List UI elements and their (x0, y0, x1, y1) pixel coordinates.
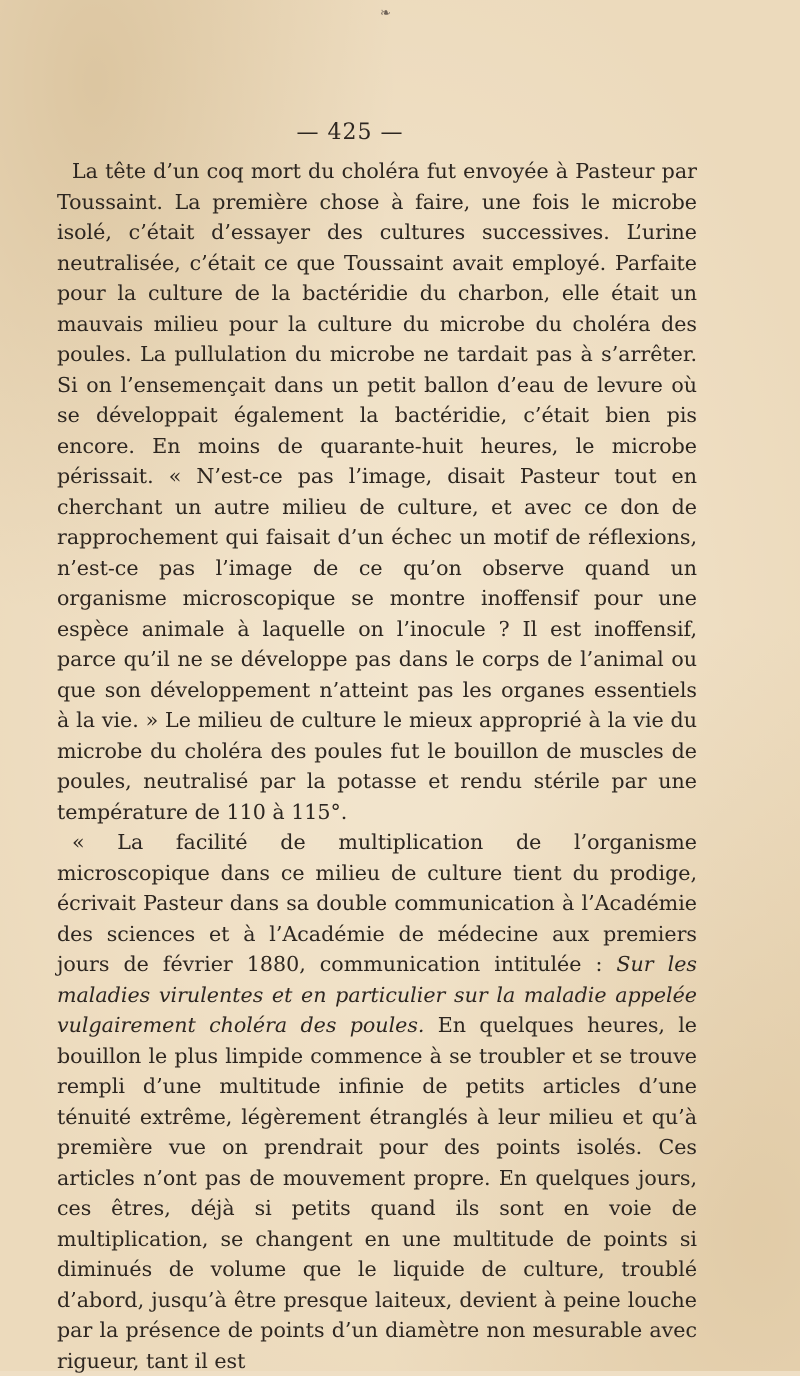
paragraph-2-lead: « La facilité de multiplication de l’organisme microscopique dans ce milieu de culture tient du prodige, écrivait Pasteur dans sa double communication à l’Académie des sciences et à l’Académie de médecine aux premiers jours de février 1880, communication intitulée : (57, 830, 697, 976)
page-number: — 425 — (296, 120, 404, 145)
paragraph-2 (57, 827, 697, 1376)
ornament-mark: ❧ (380, 6, 391, 21)
paragraph-1: La tête d’un coq mort du choléra fut envoyée à Pasteur par Toussaint. La première chose à faire, une fois le microbe isolé, c’était d’essayer des cultures successives. L’urine neutralisée, c’était ce que Toussaint avait employé. Parfaite pour la culture de la bactéridie du charbon, elle était un mauvais milieu pour la culture du microbe du choléra des poules. La pullulation du microbe ne tardait pas à s’arrêter. Si on l’ensemençait dans un petit ballon d’eau de levure où se développait également la bactéridie, c’était bien pis encore. En moins de quarante-huit heures, le microbe périssait. « N’est-ce pas l’image, disait Pasteur tout en cherchant un autre milieu de culture, et avec ce don de rapprochement qui faisait d’un échec un motif de réflexions, n’est-ce pas l’image de ce qu’on observe quand un organisme microscopique se montre inoffensif pour une espèce animale à laquelle on l’inocule ? Il est inoffensif, parce qu’il ne se développe pas dans le corps de l’animal ou que son développement n’atteint pas les organes essentiels à la vie. » Le milieu de culture le mieux approprié à la vie du microbe du choléra des poules fut le bouillon de muscles de poules, neutralisé par la potasse et rendu stérile par une température de 110 à 115°. (57, 159, 697, 824)
paragraph-2-continuation: En quelques heures, le bouillon le plus limpide commence à se troubler et se trouve rempli d’une multitude infinie de petits articles d’une ténuité extrême, légèrement étranglés à leur milieu et qu’à première vue on prendrait pour des points isolés. Ces articles n’ont pas de mouvement propre. En quelques jours, ces êtres, déjà si petits quand ils sont en voie de multiplication, se changent en une multitude de points si diminués de volume que le liquide de culture, troublé d’abord, jusqu’à être presque laiteux, devient à peine louche par la présence de points d’un diamètre non mesurable avec rigueur, tant il est (57, 1013, 697, 1373)
body-text (57, 156, 697, 1376)
memoir-title: Sur les maladies virulentes et en particulier sur la maladie appelée vulgairement choléra des poules. (57, 952, 697, 1037)
